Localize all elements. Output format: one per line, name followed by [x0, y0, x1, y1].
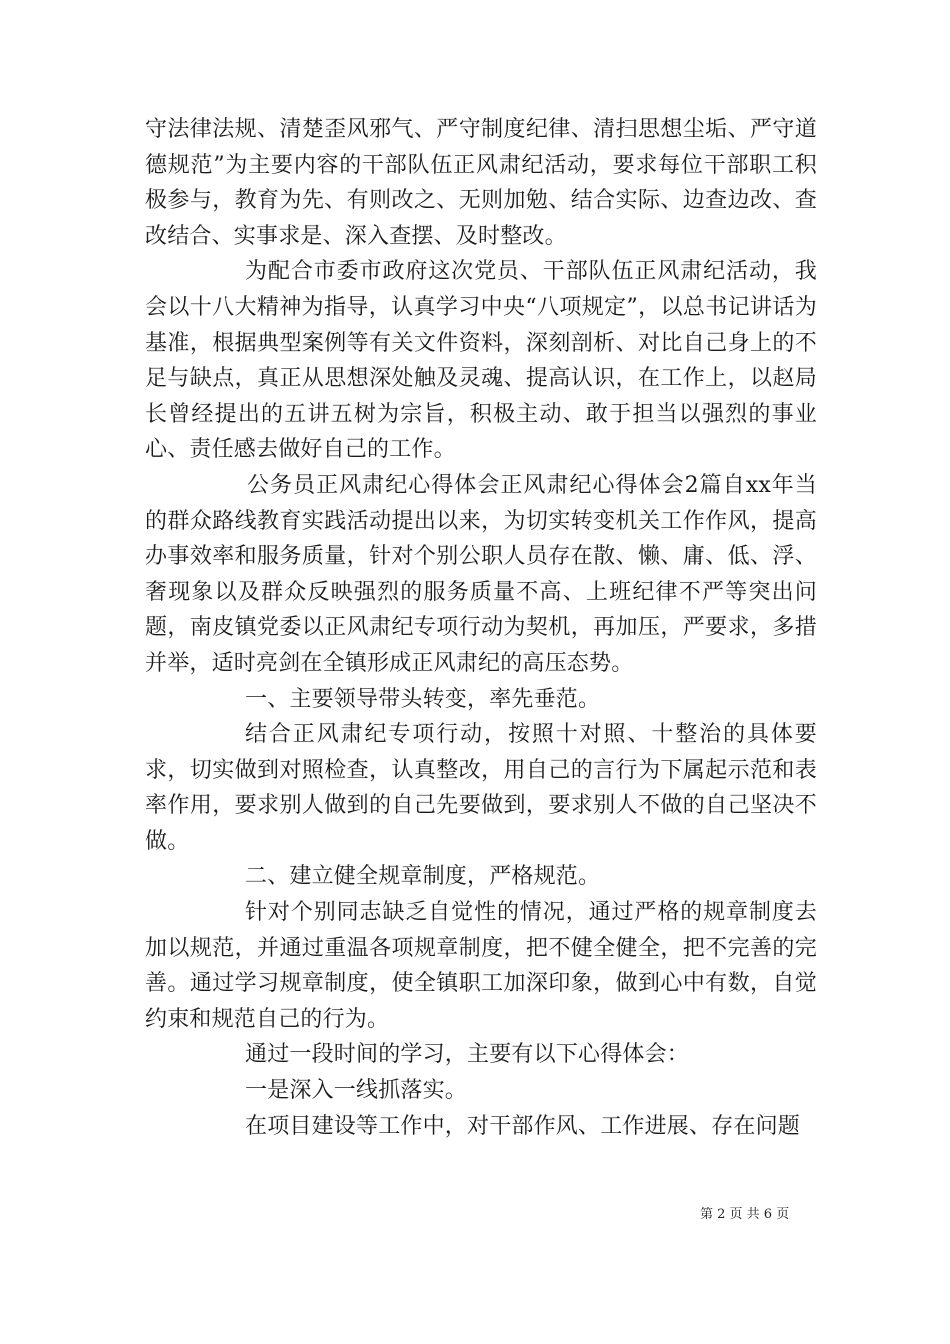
paragraph: 在项目建设等工作中，对干部作风、工作进展、存在问题 — [245, 1113, 801, 1139]
paragraph: 为配合市委市政府这次党员、干部队伍正风肃纪活动，我会以十八大精神为指导，认真学习中央“八项规定”，以总书记讲话为基准，根据典型案例等有关文件资料，深刻剖析、对比自己身上的不足与缺点，真正从思想深处触及灵魂、提高认识，在工作上，以赵局长曾经提出的五讲五树为宗旨，积极主动、敢于担当以强烈的事业心、责任感去做好自己的工作。 — [145, 259, 817, 463]
paragraph: 通过一段时间的学习，主要有以下心得体会： — [245, 1042, 690, 1068]
section-heading: 一、主要领导带头转变，率先垂范。 — [245, 686, 601, 712]
section-heading: 二、建立健全规章制度，严格规范。 — [245, 864, 601, 890]
document-body — [145, 112, 817, 1144]
paragraph: 公务员正风肃纪心得体会正风肃纪心得体会2篇自xx年当的群众路线教育实践活动提出以来，为切实转变机关工作作风，提高办事效率和服务质量，针对个别公职人员存在散、懒、庸、低、浮、奢现象以及群众反映强烈的服务质量不高、上班纪律不严等突出问题，南皮镇党委以正风肃纪专项行动为契机，再加压，严要求，多措并举，适时亮剑在全镇形成正风肃纪的高压态势。 — [145, 472, 817, 676]
paragraph: 一是深入一线抓落实。 — [245, 1078, 468, 1104]
page-number: 第 2 页 共 6 页 — [700, 1207, 790, 1222]
paragraph-continuation: 守法律法规、清楚歪风邪气、严守制度纪律、清扫思想尘垢、严守道德规范”为主要内容的干部队伍正风肃纪活动，要求每位干部职工积极参与，教育为先、有则改之、无则加勉、结合实际、边查边改、查改结合、实事求是、深入查摆、及时整改。 — [145, 117, 817, 249]
paragraph: 针对个别同志缺乏自觉性的情况，通过严格的规章制度去加以规范，并通过重温各项规章制度，把不健全健全，把不完善的完善。通过学习规章制度，使全镇职工加深印象，做到心中有数，自觉约束和规范自己的行为。 — [145, 900, 817, 1032]
paragraph: 结合正风肃纪专项行动，按照十对照、十整治的具体要求，切实做到对照检查，认真整改，用自己的言行为下属起示范和表率作用，要求别人做到的自己先要做到，要求别人不做的自己坚决不做。 — [145, 722, 817, 854]
